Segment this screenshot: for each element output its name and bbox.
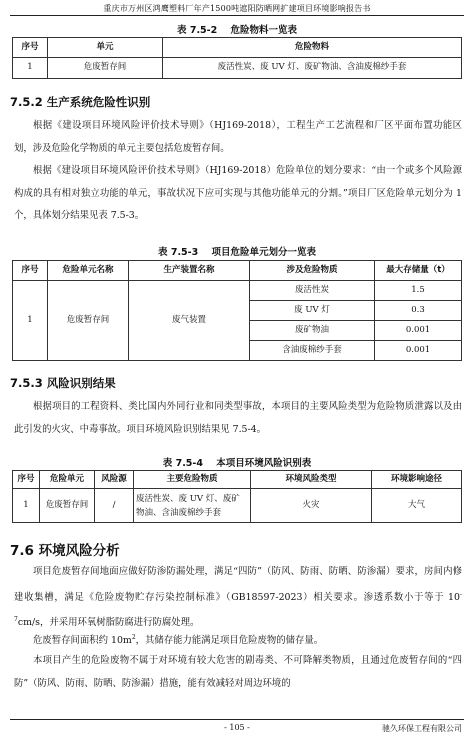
table-cell: 危废暂存间: [48, 281, 129, 361]
table-cell: 0.3: [375, 301, 462, 321]
table-row: [13, 281, 462, 301]
page-number: - 105 -: [224, 723, 250, 732]
table-7-5-4-caption: 表 7.5-4 本项目环境风险识别表: [162, 458, 312, 469]
table-cell: 废 UV 灯: [250, 301, 375, 321]
text-run: 危废暂存间面积约 10m: [33, 635, 132, 647]
column-header: 主要危险物质: [134, 471, 251, 489]
running-header: 重庆市万州区鸿鹰塑料厂年产1500吨遮阳防晒网扩建项目环境影响报告书: [103, 4, 371, 13]
text-run: 项目危废暂存间地面应做好防渗防漏处理，满足“四防”（防风、防雨、防晒、防渗漏）要求，房间内修建收集槽，满足《危险废物贮存污染控制标准》（GB18597-2023）相关要求。渗透系数小于等于 10: [14, 566, 462, 603]
table-cell: /: [95, 489, 134, 523]
table-cell: 废气装置: [129, 281, 250, 361]
column-header: 环境风险类型: [251, 471, 372, 489]
column-header: 风险源: [95, 471, 134, 489]
section-heading: 7.5.3 风险识别结果: [10, 376, 116, 390]
section-heading: 7.5.2 生产系统危险性识别: [10, 95, 151, 109]
superscript: -7: [14, 590, 462, 624]
footer-rule: [10, 719, 464, 720]
company-name: 驰久环保工程有限公司: [382, 724, 462, 733]
table-cell: 大气: [372, 489, 462, 523]
column-header: 序号: [13, 471, 40, 489]
table-row: [13, 489, 462, 523]
table-cell: 0.001: [375, 321, 462, 341]
column-header: 生产装置名称: [129, 261, 250, 281]
table-cell: 危废暂存间: [40, 489, 95, 523]
table-7-5-3: [12, 260, 462, 361]
section-heading: 7.6 环境风险分析: [10, 543, 120, 559]
column-header: 危险单元: [40, 471, 95, 489]
column-header: 最大存储量（t）: [375, 261, 462, 281]
table-cell: 危废暂存间: [48, 58, 163, 79]
table-cell: 1: [13, 489, 40, 523]
table-7-5-2-caption: 表 7.5-2 危险物料一览表: [177, 25, 297, 36]
column-header: 序号: [13, 261, 48, 281]
column-header: 序号: [13, 38, 48, 58]
table-7-5-4: [12, 470, 462, 523]
header-rule: [10, 15, 464, 16]
column-header: 涉及危险物质: [250, 261, 375, 281]
text-run: ，其储存能力能满足项目危险废物的储存量。: [135, 635, 324, 647]
table-row: [13, 58, 462, 79]
table-cell: 废活性炭、废 UV 灯、废矿物油、含油废棉纱手套: [163, 58, 462, 79]
table-cell: 1: [13, 281, 48, 361]
table-cell: 含油废棉纱手套: [250, 341, 375, 361]
table-cell: 1.5: [375, 281, 462, 301]
paragraph: 根据《建设项目环境风险评价技术导则》（HJ169-2018），工程生产工艺流程和厂区平面布置功能区划，涉及危险化学物质的单元主要包括危废暂存间。: [14, 120, 462, 154]
table-cell: 废矿物油: [250, 321, 375, 341]
paragraph: [14, 561, 462, 635]
table-cell: 1: [13, 58, 48, 79]
column-header: 单元: [48, 38, 163, 58]
paragraph: 根据《建设项目环境风险评价技术导则》（HJ169-2018）危险单位的划分要求：“由一个或多个风险源构成的具有相对独立功能的单元，事故状况下应可实现与其他功能单元的分割。”项目厂区危险单元划分为 1 个，具体划分结果见表 7.5-3。: [14, 165, 462, 221]
column-header: 危险物料: [163, 38, 462, 58]
paragraph: 根据项目的工程资料、类比国内外同行业和同类型事故，本项目的主要风险类型为危险物质泄露以及由此引发的火灾、中毒事故。项目环境风险识别结果见 7.5-4。: [14, 401, 462, 435]
table-cell: 废活性炭: [250, 281, 375, 301]
paragraph: 本项目产生的危险废物不属于对环境有较大危害的剧毒类、不可降解类物质，且通过危废暂存间的“四防”（防风、防雨、防晒、防渗漏）措施，能有效减轻对周边环境的: [14, 655, 462, 689]
column-header: 环境影响途径: [372, 471, 462, 489]
table-cell: 0.001: [375, 341, 462, 361]
text-run: cm/s，并采用环氧树脂防腐进行防腐处理。: [17, 617, 200, 629]
superscript: 2: [131, 634, 136, 641]
table-7-5-3-caption: 表 7.5-3 项目危险单元划分一览表: [158, 247, 316, 258]
table-cell: 废活性炭、废 UV 灯、废矿物油、含油废棉纱手套: [134, 489, 251, 523]
table-cell: 火灾: [251, 489, 372, 523]
table-7-5-2: [12, 37, 462, 79]
paragraph: [14, 627, 462, 653]
column-header: 危险单元名称: [48, 261, 129, 281]
